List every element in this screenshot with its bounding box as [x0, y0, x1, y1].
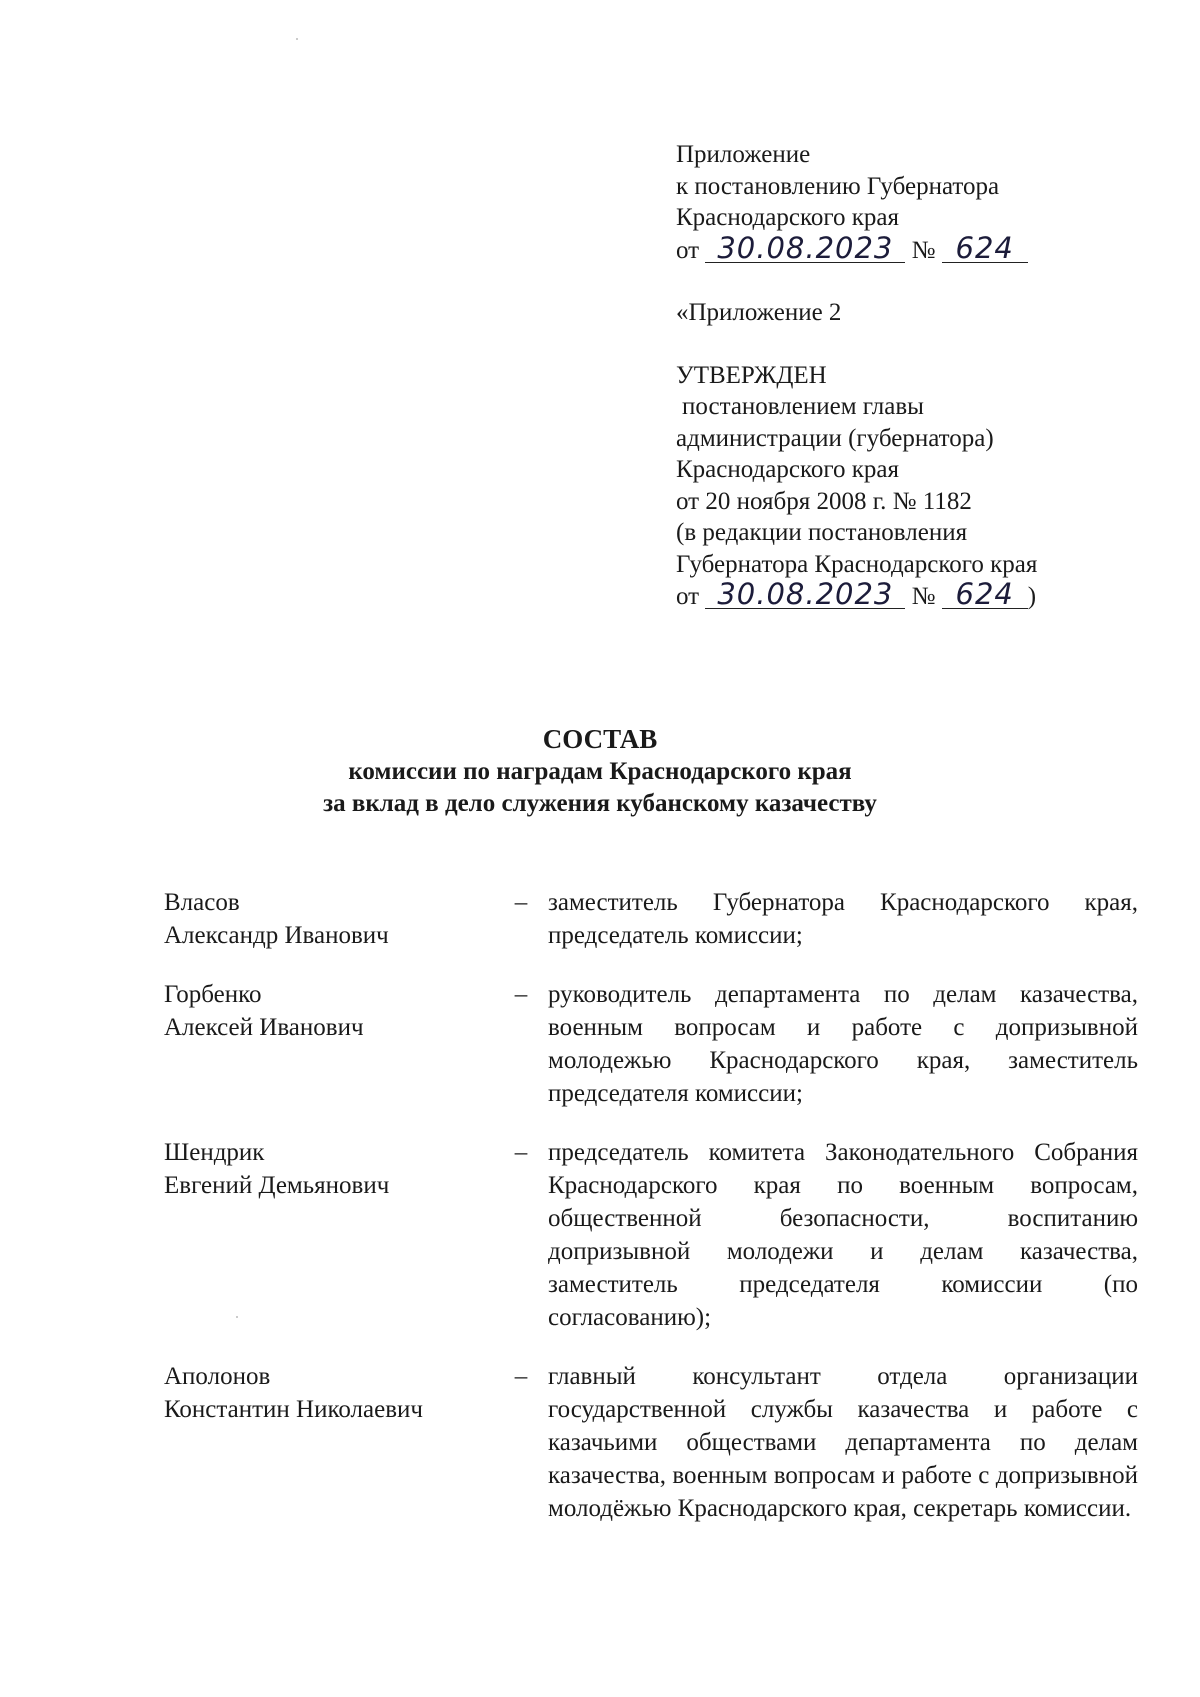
member-row	[164, 1360, 1138, 1525]
member-role: главный консультант отдела организации государственной службы казачества и работе с казачьими обществами департамента по делам казачества, военным вопросам и работе с допризывной молодёжью Краснодарского края, секретарь комиссии.	[548, 1363, 1138, 1522]
member-given-names: Александр Иванович	[164, 922, 389, 949]
handwritten-date: 30.08.2023	[705, 234, 905, 263]
member-dash: –	[514, 1139, 528, 1166]
date-prefix: от	[676, 583, 700, 610]
handwritten-date: 30.08.2023	[705, 580, 905, 609]
heading-title: СОСТАВ	[542, 724, 658, 754]
handwritten-number: 624	[942, 580, 1028, 609]
member-name	[164, 978, 494, 1110]
member-surname: Шендрик	[164, 1139, 265, 1166]
member-name	[164, 886, 494, 952]
approved-label: УТВЕРЖДЕН	[676, 361, 827, 389]
appendix-title: Приложение	[676, 141, 811, 168]
member-surname: Власов	[164, 889, 240, 916]
member-given-names: Евгений Демьянович	[164, 1172, 390, 1199]
approval-line: от 20 ноября 2008 г. № 1182	[676, 487, 972, 515]
heading-subtitle: комиссии по наградам Краснодарского края	[348, 758, 852, 785]
approval-line: Губернатора Краснодарского края	[676, 550, 1038, 578]
member-role: председатель комитета Законодательного Собрания Краснодарского края по военным вопросам, общественной безопасности, воспитанию допризывной молодежи и делам казачества, заместитель председателя комиссии (по согласованию);	[548, 1139, 1138, 1331]
member-row	[164, 1136, 1138, 1334]
member-name	[164, 1136, 494, 1334]
date-prefix: от	[676, 236, 700, 264]
member-row	[164, 886, 1138, 952]
approval-line: Краснодарского края	[676, 456, 899, 483]
scan-speck	[296, 38, 298, 40]
closing-parenthesis: )	[1027, 583, 1037, 610]
member-role: руководитель департамента по делам казачества, военным вопросам и работе с допризывной молодежью Краснодарского края, заместитель председателя комиссии;	[548, 981, 1138, 1107]
document-heading	[0, 722, 1200, 820]
member-row	[164, 978, 1138, 1110]
approval-date-line	[676, 577, 1037, 613]
appendix-line: к постановлению Губернатора	[676, 172, 1000, 200]
appendix-2-label: «Приложение 2	[676, 299, 842, 326]
member-role: заместитель Губернатора Краснодарского края, председатель комиссии;	[548, 889, 1138, 949]
member-given-names: Алексей Иванович	[164, 1014, 364, 1041]
member-name	[164, 1360, 494, 1525]
handwritten-number: 624	[942, 234, 1028, 263]
member-given-names: Константин Николаевич	[164, 1396, 423, 1423]
number-prefix: №	[911, 583, 936, 610]
number-prefix: №	[911, 236, 936, 264]
heading-subtitle: за вклад в дело служения кубанскому казачеству	[323, 790, 877, 817]
member-surname: Аполонов	[164, 1363, 271, 1390]
appendix-block	[676, 139, 1037, 613]
member-dash: –	[514, 889, 528, 916]
approval-line: постановлением главы	[682, 393, 924, 420]
appendix-line: Краснодарского края	[676, 204, 899, 231]
members-list	[164, 886, 1138, 1525]
appendix-date-line	[676, 230, 1037, 267]
approval-line: администрации (губернатора)	[676, 424, 994, 452]
member-surname: Горбенко	[164, 981, 262, 1008]
member-dash: –	[514, 981, 528, 1008]
member-dash: –	[514, 1363, 528, 1390]
approval-line: (в редакции постановления	[676, 519, 968, 546]
